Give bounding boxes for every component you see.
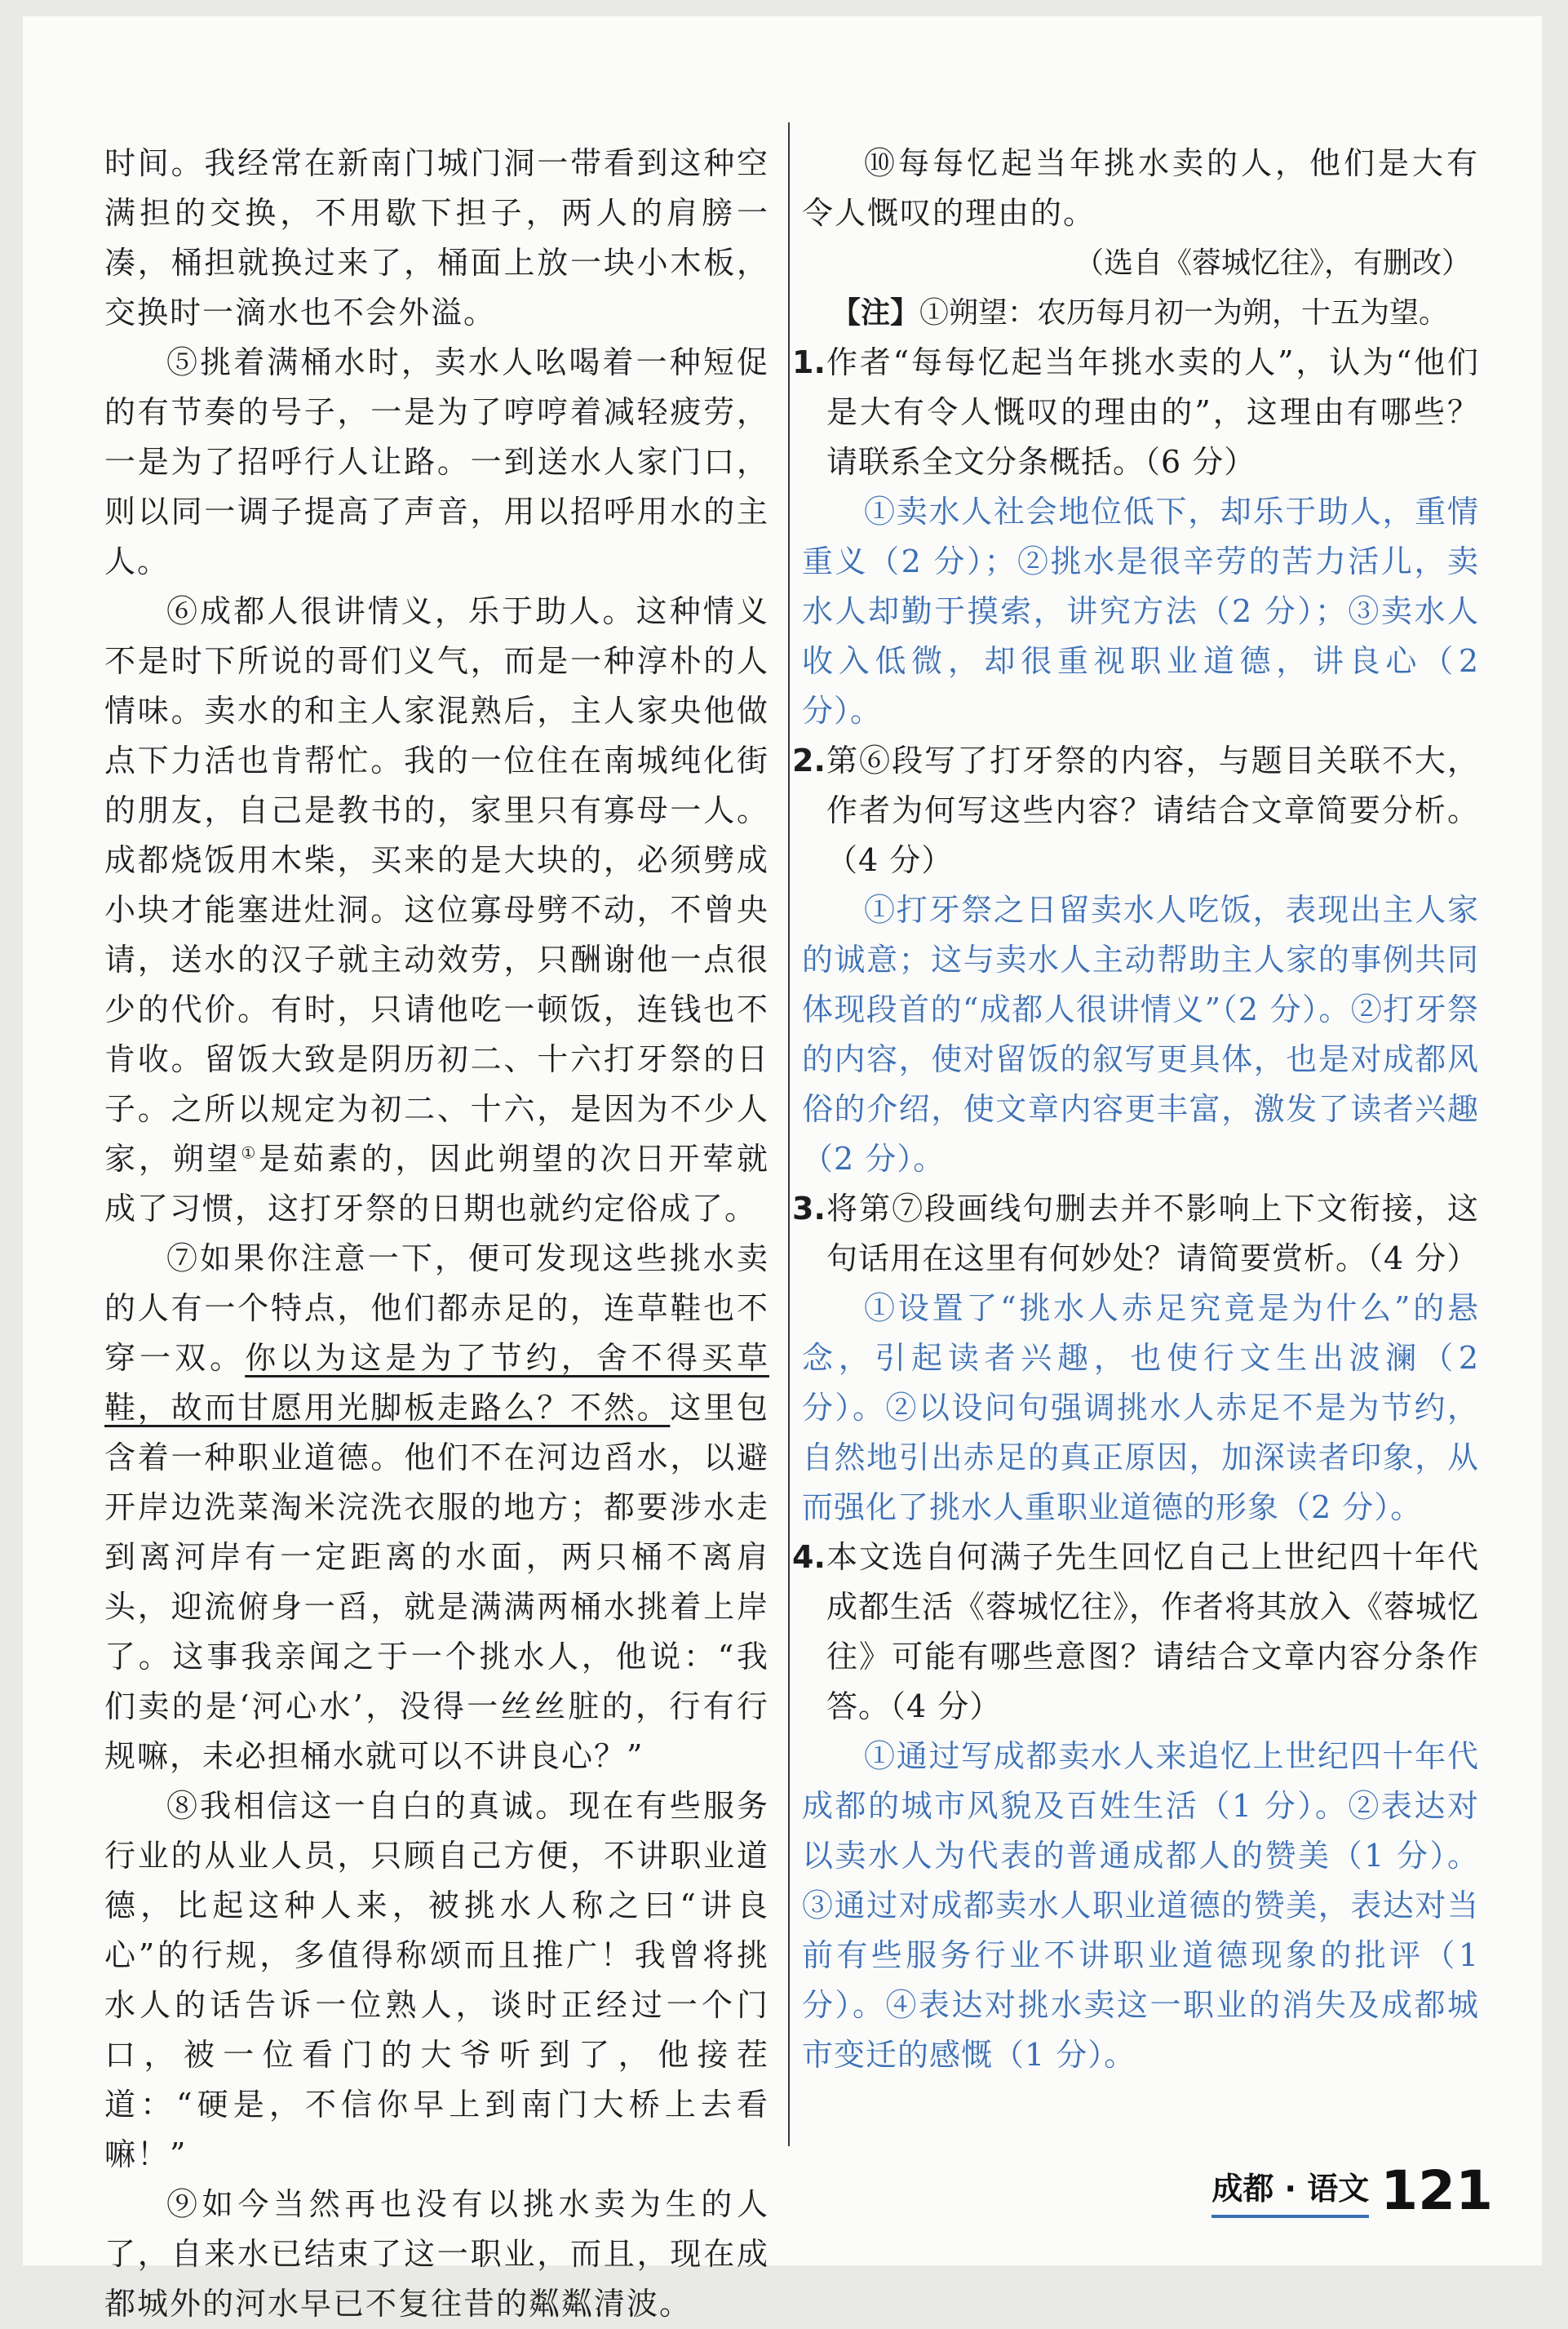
answer-4: ①通过写成都卖水人来追忆上世纪四十年代成都的城市风貌及百姓生活（1 分）。②表达对以卖水人为代表的普通成都人的赞美（1 分）。③通过对成都卖水人职业道德的赞美，表达对当前有些服务行业不讲职业道德现象的批评（1 分）。④表达对挑水卖这一职业的消失及成都城市变迁的感慨（1 分）。 <box>802 1738 1479 2073</box>
answer-3: ①设置了“挑水人赤足究竟是为什么”的悬念，引起读者兴趣，也使行文生出波澜（2 分）。②以设问句强调挑水人赤足不是为节约，自然地引出赤足的真正原因，加深读者印象，从而强化了挑水人重职业道德的形象（2 分）。 <box>802 1290 1479 1525</box>
page <box>23 16 1542 2322</box>
paragraph-9: ⑨如今当然再也没有以挑水卖为生的人了，自来水已结束了这一职业，而且，现在成都城外的河水早已不复往昔的粼粼清波。 <box>104 2186 769 2322</box>
question-number: 2. <box>792 743 826 779</box>
question-4 <box>792 1533 1480 1732</box>
paragraph-7 <box>104 1234 769 1781</box>
page-number: 121 <box>1380 2159 1493 2222</box>
question-2 <box>792 736 1479 885</box>
paragraph-7-tail: 这里包含着一种职业道德。他们不在河边舀水，以避开岸边洗菜淘米浣洗衣服的地方；都要涉水走到离河岸有一定距离的水面，两只桶不离肩头，迎流俯身一舀，就是满满两桶水挑着上岸了。这事我亲闻之于一个挑水人，他说：“我们卖的是‘河心水’，没得一丝丝脏的，行有行规嘛，未必担桶水就可以不讲良心？” <box>104 1390 769 1774</box>
paragraph-continued: 时间。我经常在新南门城门洞一带看到这种空满担的交换，不用歇下担子，两人的肩膀一凑，桶担就换过来了，桶面上放一块小木板，交换时一滴水也不会外溢。 <box>104 145 769 330</box>
answer-2: ①打牙祭之日留卖水人吃饭，表现出主人家的诚意；这与卖水人主动帮助主人家的事例共同体现段首的“成都人很讲情义”（2 分）。②打牙祭的内容，使对留饭的叙写更具体，也是对成都风俗的介绍，使文章内容更丰富，激发了读者兴趣（2 分）。 <box>802 892 1479 1177</box>
paragraph-10: ⑩每每忆起当年挑水卖的人，他们是大有令人慨叹的理由的。 <box>802 145 1479 231</box>
question-3 <box>792 1184 1479 1284</box>
paragraph-7-text: ⑦如果你注意一下，便可发现这些挑水卖的人有一个特点，他们都赤足的，连草鞋也不穿一双。 <box>104 1240 769 1376</box>
paragraph-8: ⑧我相信这一自白的真诚。现在有些服务行业的从业人员，只顾自己方便，不讲职业道德，比起这种人来，被挑水人称之曰“讲良心”的行规，多值得称颂而且推广！我曾将挑水人的话告诉一位熟人，谈时正经过一个门口，被一位看门的大爷听到了，他接茬道：“硬是，不信你早上到南门大桥上去看嘛！” <box>104 1788 769 2172</box>
source-citation: （选自《蓉城忆往》，有删改） <box>1074 246 1471 280</box>
underlined-sentence: 你以为这是为了节约，舍不得买草鞋，故而甘愿用光脚板走路么？不然。 <box>104 1340 769 1426</box>
question-text: 作者“每每忆起当年挑水卖的人”，认为“他们是大有令人慨叹的理由的”，这理由有哪些？请联系全文分条概括。（6 分） <box>826 344 1479 480</box>
paragraph-6 <box>104 587 769 1234</box>
question-number: 3. <box>792 1191 826 1227</box>
question-text: 本文选自何满子先生回忆自己上世纪四十年代成都生活《蓉城忆往》，作者将其放入《蓉城忆往》可能有哪些意图？请结合文章内容分条作答。（4 分） <box>826 1539 1480 1724</box>
note-text: ①朔望：农历每月初一为朔，十五为望。 <box>919 296 1449 330</box>
paragraph-6-text: ⑥成都人很讲情义，乐于助人。这种情义不是时下所说的哥们义气，而是一种淳朴的人情味。卖水的和主人家混熟后，主人家央他做点下力活也肯帮忙。我的一位住在南城纯化街的朋友，自己是教书的，家里只有寡母一人。成都烧饭用木柴，买来的是大块的，必须劈成小块才能塞进灶洞。这位寡母劈不动，不曾央请，送水的汉子就主动效劳，只酬谢他一点很少的代价。有时，只请他吃一顿饭，连钱也不肯收。留饭大致是阴历初二、十六打牙祭的日子。之所以规定为初二、十六，是因为不少人家，朔望 <box>104 593 769 1177</box>
paragraph-6-tail: 是茹素的，因此朔望的次日开荤就成了习惯，这打牙祭的日期也就约定俗成了。 <box>104 1141 769 1227</box>
column-divider <box>788 122 790 2146</box>
question-block <box>792 338 1480 2080</box>
question-number: 1. <box>792 344 826 380</box>
left-column <box>104 16 769 2322</box>
answer-1: ①卖水人社会地位低下，却乐于助人，重情重义（2 分）；②挑水是很辛劳的苦力活儿，卖水人却勤于摸索，讲究方法（2 分）；③卖水人收入低微，却很重视职业道德，讲良心（2 分）。 <box>802 494 1479 729</box>
question-1 <box>792 338 1479 487</box>
footer-brand: 成都 · 语文 <box>1211 2163 1369 2218</box>
question-number: 4. <box>792 1539 826 1575</box>
question-text: 第⑥段写了打牙祭的内容，与题目关联不大，作者为何写这些内容？请结合文章简要分析。（4 分） <box>826 743 1479 878</box>
paragraph-5: ⑤挑着满桶水时，卖水人吆喝着一种短促的有节奏的号子，一是为了哼哼着减轻疲劳，一是为了招呼行人让路。一到送水人家门口，则以同一调子提高了声音，用以招呼用水的主人。 <box>104 344 769 579</box>
footnote <box>802 288 1479 338</box>
footnote-marker: ① <box>241 1142 259 1163</box>
page-footer <box>1211 2159 1493 2222</box>
note-label: 【注】 <box>831 296 920 330</box>
right-column <box>792 16 1480 2265</box>
question-text: 将第⑦段画线句删去并不影响上下文衔接，这句话用在这里有何妙处？请简要赏析。（4 分） <box>826 1191 1479 1276</box>
